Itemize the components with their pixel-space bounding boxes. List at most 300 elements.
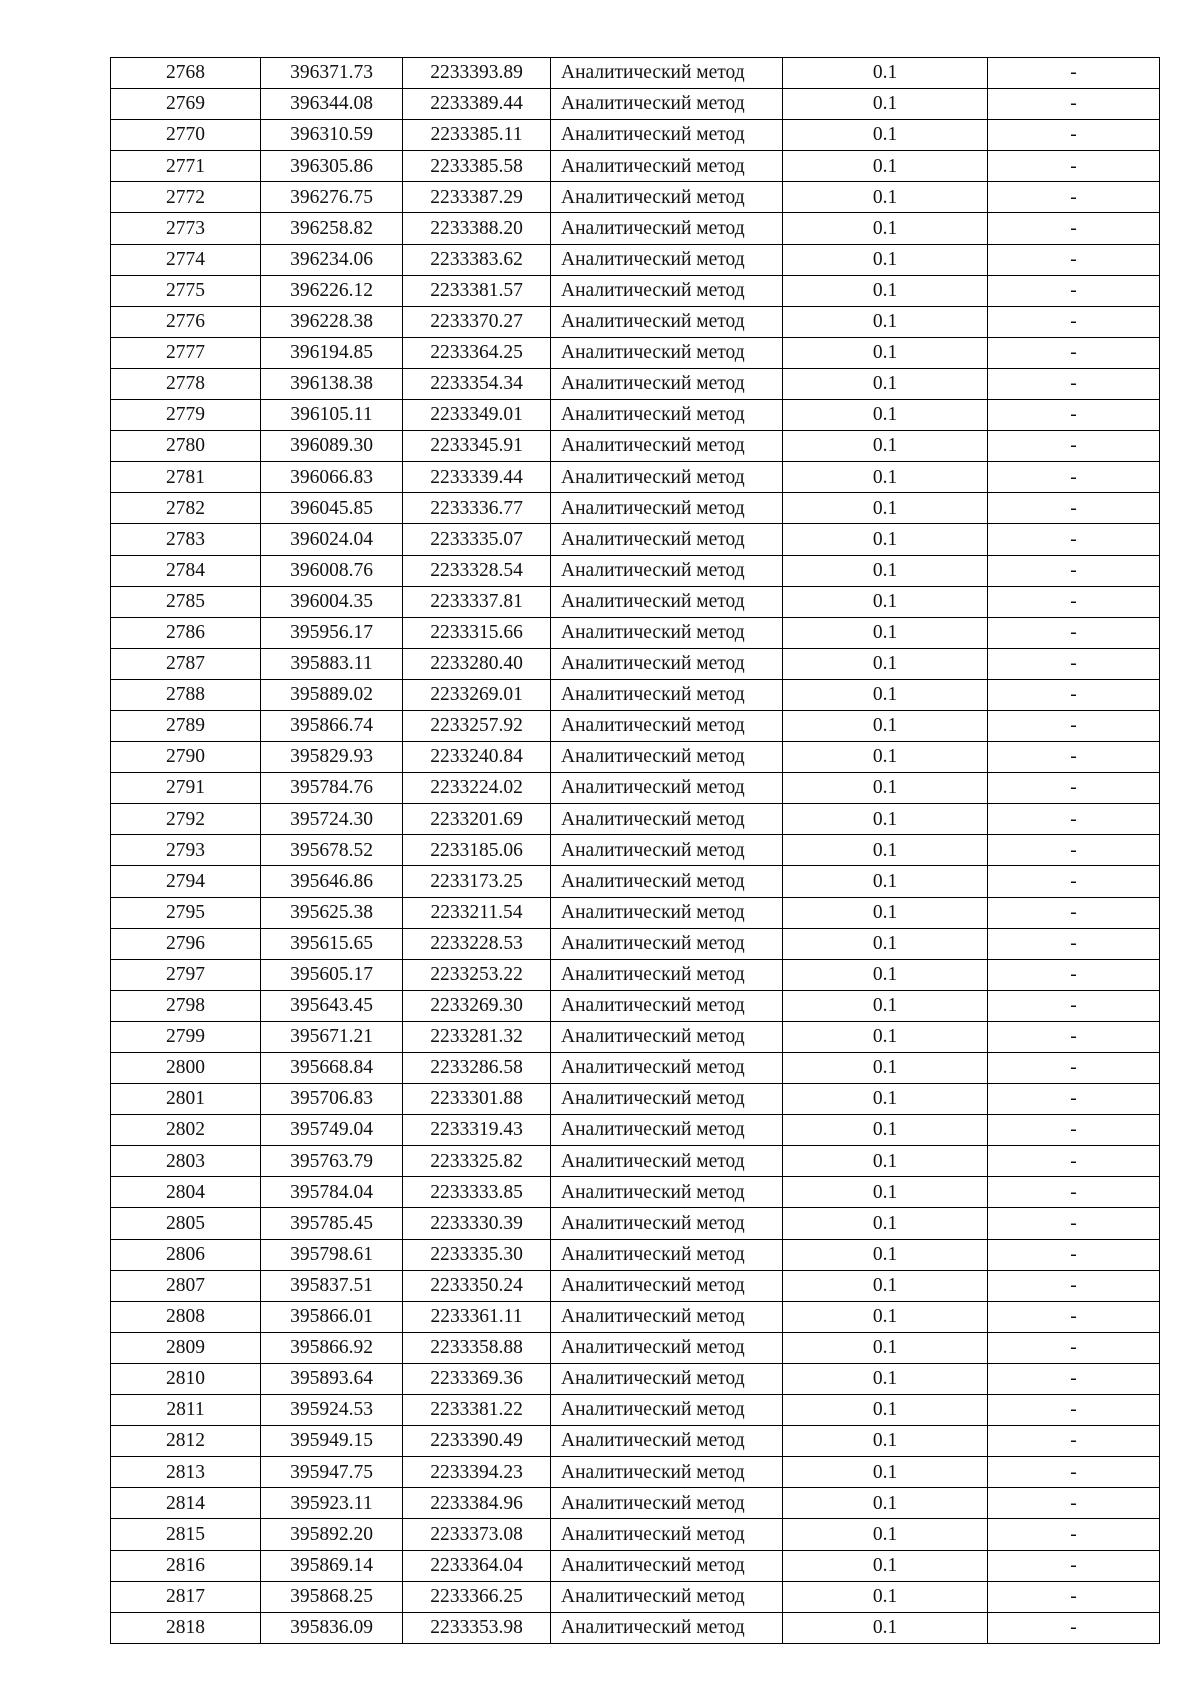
y-coordinate-cell: 2233281.32 [403,1021,551,1052]
accuracy-cell: 0.1 [783,1239,988,1270]
table-row [111,742,1160,773]
accuracy-cell: 0.1 [783,58,988,89]
accuracy-cell: 0.1 [783,1488,988,1519]
y-coordinate-cell: 2233280.40 [403,648,551,679]
y-coordinate-cell: 2233385.58 [403,151,551,182]
accuracy-cell: 0.1 [783,1053,988,1084]
x-coordinate-cell: 396066.83 [261,462,403,493]
x-coordinate-cell: 396024.04 [261,524,403,555]
accuracy-cell: 0.1 [783,897,988,928]
accuracy-cell: 0.1 [783,400,988,431]
method-cell: Аналитический метод [551,275,783,306]
point-number-cell: 2793 [111,835,261,866]
accuracy-cell: 0.1 [783,1581,988,1612]
table-row [111,835,1160,866]
accuracy-cell: 0.1 [783,1301,988,1332]
x-coordinate-cell: 395646.86 [261,866,403,897]
x-coordinate-cell: 395829.93 [261,742,403,773]
x-coordinate-cell: 395836.09 [261,1612,403,1643]
method-cell: Аналитический метод [551,617,783,648]
x-coordinate-cell: 395868.25 [261,1581,403,1612]
y-coordinate-cell: 2233345.91 [403,431,551,462]
table-row [111,1581,1160,1612]
accuracy-cell: 0.1 [783,462,988,493]
accuracy-cell: 0.1 [783,182,988,213]
table-row [111,773,1160,804]
method-cell: Аналитический метод [551,773,783,804]
method-cell: Аналитический метод [551,1177,783,1208]
method-cell: Аналитический метод [551,431,783,462]
accuracy-cell: 0.1 [783,866,988,897]
y-coordinate-cell: 2233349.01 [403,400,551,431]
method-cell: Аналитический метод [551,89,783,120]
method-cell: Аналитический метод [551,1084,783,1115]
x-coordinate-cell: 395784.04 [261,1177,403,1208]
note-cell: - [988,306,1160,337]
point-number-cell: 2791 [111,773,261,804]
point-number-cell: 2771 [111,151,261,182]
method-cell: Аналитический метод [551,151,783,182]
table-row [111,1488,1160,1519]
point-number-cell: 2802 [111,1115,261,1146]
method-cell: Аналитический метод [551,1581,783,1612]
method-cell: Аналитический метод [551,400,783,431]
point-number-cell: 2773 [111,213,261,244]
x-coordinate-cell: 396305.86 [261,151,403,182]
y-coordinate-cell: 2233387.29 [403,182,551,213]
method-cell: Аналитический метод [551,990,783,1021]
method-cell: Аналитический метод [551,182,783,213]
x-coordinate-cell: 395866.92 [261,1332,403,1363]
table-row [111,866,1160,897]
x-coordinate-cell: 395949.15 [261,1426,403,1457]
note-cell: - [988,1084,1160,1115]
accuracy-cell: 0.1 [783,120,988,151]
point-number-cell: 2808 [111,1301,261,1332]
accuracy-cell: 0.1 [783,1021,988,1052]
table-row [111,368,1160,399]
accuracy-cell: 0.1 [783,1457,988,1488]
note-cell: - [988,1488,1160,1519]
note-cell: - [988,617,1160,648]
y-coordinate-cell: 2233358.88 [403,1332,551,1363]
y-coordinate-cell: 2233390.49 [403,1426,551,1457]
x-coordinate-cell: 395749.04 [261,1115,403,1146]
method-cell: Аналитический метод [551,306,783,337]
y-coordinate-cell: 2233364.25 [403,337,551,368]
note-cell: - [988,58,1160,89]
accuracy-cell: 0.1 [783,431,988,462]
accuracy-cell: 0.1 [783,773,988,804]
table-row [111,120,1160,151]
accuracy-cell: 0.1 [783,1612,988,1643]
table-row [111,1426,1160,1457]
note-cell: - [988,120,1160,151]
method-cell: Аналитический метод [551,493,783,524]
table-row [111,1177,1160,1208]
y-coordinate-cell: 2233301.88 [403,1084,551,1115]
table-row [111,648,1160,679]
x-coordinate-cell: 395605.17 [261,959,403,990]
table-row [111,1457,1160,1488]
y-coordinate-cell: 2233201.69 [403,804,551,835]
accuracy-cell: 0.1 [783,648,988,679]
x-coordinate-cell: 396089.30 [261,431,403,462]
x-coordinate-cell: 395625.38 [261,897,403,928]
table-row [111,710,1160,741]
x-coordinate-cell: 395668.84 [261,1053,403,1084]
y-coordinate-cell: 2233369.36 [403,1363,551,1394]
method-cell: Аналитический метод [551,866,783,897]
y-coordinate-cell: 2233330.39 [403,1208,551,1239]
point-number-cell: 2781 [111,462,261,493]
method-cell: Аналитический метод [551,586,783,617]
point-number-cell: 2788 [111,679,261,710]
point-number-cell: 2805 [111,1208,261,1239]
accuracy-cell: 0.1 [783,804,988,835]
note-cell: - [988,524,1160,555]
method-cell: Аналитический метод [551,1550,783,1581]
method-cell: Аналитический метод [551,1488,783,1519]
x-coordinate-cell: 395892.20 [261,1519,403,1550]
method-cell: Аналитический метод [551,337,783,368]
x-coordinate-cell: 395785.45 [261,1208,403,1239]
x-coordinate-cell: 396045.85 [261,493,403,524]
note-cell: - [988,555,1160,586]
note-cell: - [988,182,1160,213]
accuracy-cell: 0.1 [783,1363,988,1394]
method-cell: Аналитический метод [551,1332,783,1363]
method-cell: Аналитический метод [551,1395,783,1426]
accuracy-cell: 0.1 [783,151,988,182]
accuracy-cell: 0.1 [783,306,988,337]
accuracy-cell: 0.1 [783,213,988,244]
method-cell: Аналитический метод [551,368,783,399]
table-row [111,1146,1160,1177]
table-row [111,182,1160,213]
accuracy-cell: 0.1 [783,275,988,306]
note-cell: - [988,1395,1160,1426]
x-coordinate-cell: 396194.85 [261,337,403,368]
coordinates-table [110,57,1160,1644]
table-row [111,1519,1160,1550]
x-coordinate-cell: 395615.65 [261,928,403,959]
table-row [111,244,1160,275]
note-cell: - [988,1239,1160,1270]
accuracy-cell: 0.1 [783,524,988,555]
point-number-cell: 2804 [111,1177,261,1208]
x-coordinate-cell: 395866.01 [261,1301,403,1332]
point-number-cell: 2792 [111,804,261,835]
table-row [111,586,1160,617]
point-number-cell: 2812 [111,1426,261,1457]
note-cell: - [988,990,1160,1021]
x-coordinate-cell: 395724.30 [261,804,403,835]
method-cell: Аналитический метод [551,462,783,493]
accuracy-cell: 0.1 [783,555,988,586]
accuracy-cell: 0.1 [783,742,988,773]
x-coordinate-cell: 395923.11 [261,1488,403,1519]
accuracy-cell: 0.1 [783,617,988,648]
point-number-cell: 2774 [111,244,261,275]
accuracy-cell: 0.1 [783,244,988,275]
x-coordinate-cell: 395956.17 [261,617,403,648]
accuracy-cell: 0.1 [783,1177,988,1208]
y-coordinate-cell: 2233253.22 [403,959,551,990]
point-number-cell: 2803 [111,1146,261,1177]
point-number-cell: 2785 [111,586,261,617]
method-cell: Аналитический метод [551,897,783,928]
table-row [111,1021,1160,1052]
table-row [111,275,1160,306]
x-coordinate-cell: 396371.73 [261,58,403,89]
table-body [111,58,1160,1644]
table-row [111,58,1160,89]
point-number-cell: 2789 [111,710,261,741]
method-cell: Аналитический метод [551,1301,783,1332]
method-cell: Аналитический метод [551,1239,783,1270]
method-cell: Аналитический метод [551,1053,783,1084]
y-coordinate-cell: 2233315.66 [403,617,551,648]
accuracy-cell: 0.1 [783,835,988,866]
accuracy-cell: 0.1 [783,368,988,399]
y-coordinate-cell: 2233269.30 [403,990,551,1021]
table-row [111,1301,1160,1332]
note-cell: - [988,1519,1160,1550]
y-coordinate-cell: 2233350.24 [403,1270,551,1301]
point-number-cell: 2806 [111,1239,261,1270]
table-row [111,1270,1160,1301]
method-cell: Аналитический метод [551,1457,783,1488]
y-coordinate-cell: 2233373.08 [403,1519,551,1550]
table-row [111,213,1160,244]
accuracy-cell: 0.1 [783,1550,988,1581]
point-number-cell: 2800 [111,1053,261,1084]
y-coordinate-cell: 2233364.04 [403,1550,551,1581]
note-cell: - [988,1426,1160,1457]
y-coordinate-cell: 2233389.44 [403,89,551,120]
note-cell: - [988,368,1160,399]
method-cell: Аналитический метод [551,120,783,151]
note-cell: - [988,1270,1160,1301]
accuracy-cell: 0.1 [783,337,988,368]
y-coordinate-cell: 2233325.82 [403,1146,551,1177]
x-coordinate-cell: 396258.82 [261,213,403,244]
point-number-cell: 2790 [111,742,261,773]
x-coordinate-cell: 395678.52 [261,835,403,866]
table-row [111,337,1160,368]
method-cell: Аналитический метод [551,835,783,866]
method-cell: Аналитический метод [551,928,783,959]
method-cell: Аналитический метод [551,804,783,835]
x-coordinate-cell: 396234.06 [261,244,403,275]
table-row [111,990,1160,1021]
x-coordinate-cell: 395883.11 [261,648,403,679]
y-coordinate-cell: 2233228.53 [403,928,551,959]
note-cell: - [988,493,1160,524]
table-row [111,493,1160,524]
x-coordinate-cell: 396344.08 [261,89,403,120]
table-row [111,804,1160,835]
method-cell: Аналитический метод [551,959,783,990]
point-number-cell: 2769 [111,89,261,120]
point-number-cell: 2780 [111,431,261,462]
method-cell: Аналитический метод [551,213,783,244]
note-cell: - [988,959,1160,990]
point-number-cell: 2784 [111,555,261,586]
note-cell: - [988,804,1160,835]
table-row [111,1084,1160,1115]
x-coordinate-cell: 395798.61 [261,1239,403,1270]
x-coordinate-cell: 395947.75 [261,1457,403,1488]
note-cell: - [988,1115,1160,1146]
method-cell: Аналитический метод [551,742,783,773]
note-cell: - [988,275,1160,306]
note-cell: - [988,1053,1160,1084]
note-cell: - [988,586,1160,617]
x-coordinate-cell: 396310.59 [261,120,403,151]
table-row [111,555,1160,586]
note-cell: - [988,897,1160,928]
point-number-cell: 2799 [111,1021,261,1052]
x-coordinate-cell: 396105.11 [261,400,403,431]
point-number-cell: 2768 [111,58,261,89]
accuracy-cell: 0.1 [783,586,988,617]
point-number-cell: 2813 [111,1457,261,1488]
method-cell: Аналитический метод [551,1208,783,1239]
x-coordinate-cell: 395893.64 [261,1363,403,1394]
point-number-cell: 2777 [111,337,261,368]
method-cell: Аналитический метод [551,58,783,89]
y-coordinate-cell: 2233388.20 [403,213,551,244]
point-number-cell: 2798 [111,990,261,1021]
y-coordinate-cell: 2233286.58 [403,1053,551,1084]
point-number-cell: 2807 [111,1270,261,1301]
y-coordinate-cell: 2233335.30 [403,1239,551,1270]
point-number-cell: 2801 [111,1084,261,1115]
point-number-cell: 2778 [111,368,261,399]
accuracy-cell: 0.1 [783,959,988,990]
method-cell: Аналитический метод [551,1270,783,1301]
table-row [111,679,1160,710]
table-row [111,89,1160,120]
note-cell: - [988,462,1160,493]
x-coordinate-cell: 395889.02 [261,679,403,710]
method-cell: Аналитический метод [551,1519,783,1550]
table-row [111,431,1160,462]
point-number-cell: 2787 [111,648,261,679]
note-cell: - [988,1332,1160,1363]
note-cell: - [988,244,1160,275]
method-cell: Аналитический метод [551,524,783,555]
method-cell: Аналитический метод [551,1146,783,1177]
y-coordinate-cell: 2233366.25 [403,1581,551,1612]
y-coordinate-cell: 2233185.06 [403,835,551,866]
y-coordinate-cell: 2233370.27 [403,306,551,337]
y-coordinate-cell: 2233384.96 [403,1488,551,1519]
accuracy-cell: 0.1 [783,679,988,710]
point-number-cell: 2809 [111,1332,261,1363]
note-cell: - [988,89,1160,120]
point-number-cell: 2776 [111,306,261,337]
note-cell: - [988,1177,1160,1208]
method-cell: Аналитический метод [551,679,783,710]
table-row [111,462,1160,493]
accuracy-cell: 0.1 [783,1146,988,1177]
note-cell: - [988,213,1160,244]
accuracy-cell: 0.1 [783,1395,988,1426]
table-row [111,1332,1160,1363]
y-coordinate-cell: 2233328.54 [403,555,551,586]
table-row [111,1363,1160,1394]
note-cell: - [988,1612,1160,1643]
x-coordinate-cell: 396226.12 [261,275,403,306]
accuracy-cell: 0.1 [783,89,988,120]
point-number-cell: 2794 [111,866,261,897]
point-number-cell: 2818 [111,1612,261,1643]
y-coordinate-cell: 2233393.89 [403,58,551,89]
note-cell: - [988,1581,1160,1612]
x-coordinate-cell: 396228.38 [261,306,403,337]
table-row [111,400,1160,431]
table-row [111,524,1160,555]
x-coordinate-cell: 395924.53 [261,1395,403,1426]
note-cell: - [988,773,1160,804]
method-cell: Аналитический метод [551,1426,783,1457]
method-cell: Аналитический метод [551,1363,783,1394]
x-coordinate-cell: 395837.51 [261,1270,403,1301]
method-cell: Аналитический метод [551,1612,783,1643]
accuracy-cell: 0.1 [783,1332,988,1363]
accuracy-cell: 0.1 [783,493,988,524]
table-row [111,1395,1160,1426]
note-cell: - [988,679,1160,710]
method-cell: Аналитический метод [551,1021,783,1052]
table-row [111,928,1160,959]
accuracy-cell: 0.1 [783,1115,988,1146]
y-coordinate-cell: 2233381.22 [403,1395,551,1426]
accuracy-cell: 0.1 [783,928,988,959]
note-cell: - [988,648,1160,679]
x-coordinate-cell: 395866.74 [261,710,403,741]
table-row [111,1612,1160,1643]
table-row [111,1550,1160,1581]
y-coordinate-cell: 2233333.85 [403,1177,551,1208]
y-coordinate-cell: 2233381.57 [403,275,551,306]
y-coordinate-cell: 2233269.01 [403,679,551,710]
accuracy-cell: 0.1 [783,1270,988,1301]
point-number-cell: 2816 [111,1550,261,1581]
y-coordinate-cell: 2233319.43 [403,1115,551,1146]
y-coordinate-cell: 2233394.23 [403,1457,551,1488]
y-coordinate-cell: 2233173.25 [403,866,551,897]
y-coordinate-cell: 2233383.62 [403,244,551,275]
y-coordinate-cell: 2233354.34 [403,368,551,399]
x-coordinate-cell: 396004.35 [261,586,403,617]
y-coordinate-cell: 2233257.92 [403,710,551,741]
note-cell: - [988,337,1160,368]
point-number-cell: 2772 [111,182,261,213]
point-number-cell: 2817 [111,1581,261,1612]
note-cell: - [988,1021,1160,1052]
note-cell: - [988,1363,1160,1394]
y-coordinate-cell: 2233353.98 [403,1612,551,1643]
accuracy-cell: 0.1 [783,990,988,1021]
y-coordinate-cell: 2233224.02 [403,773,551,804]
point-number-cell: 2782 [111,493,261,524]
y-coordinate-cell: 2233339.44 [403,462,551,493]
note-cell: - [988,1457,1160,1488]
